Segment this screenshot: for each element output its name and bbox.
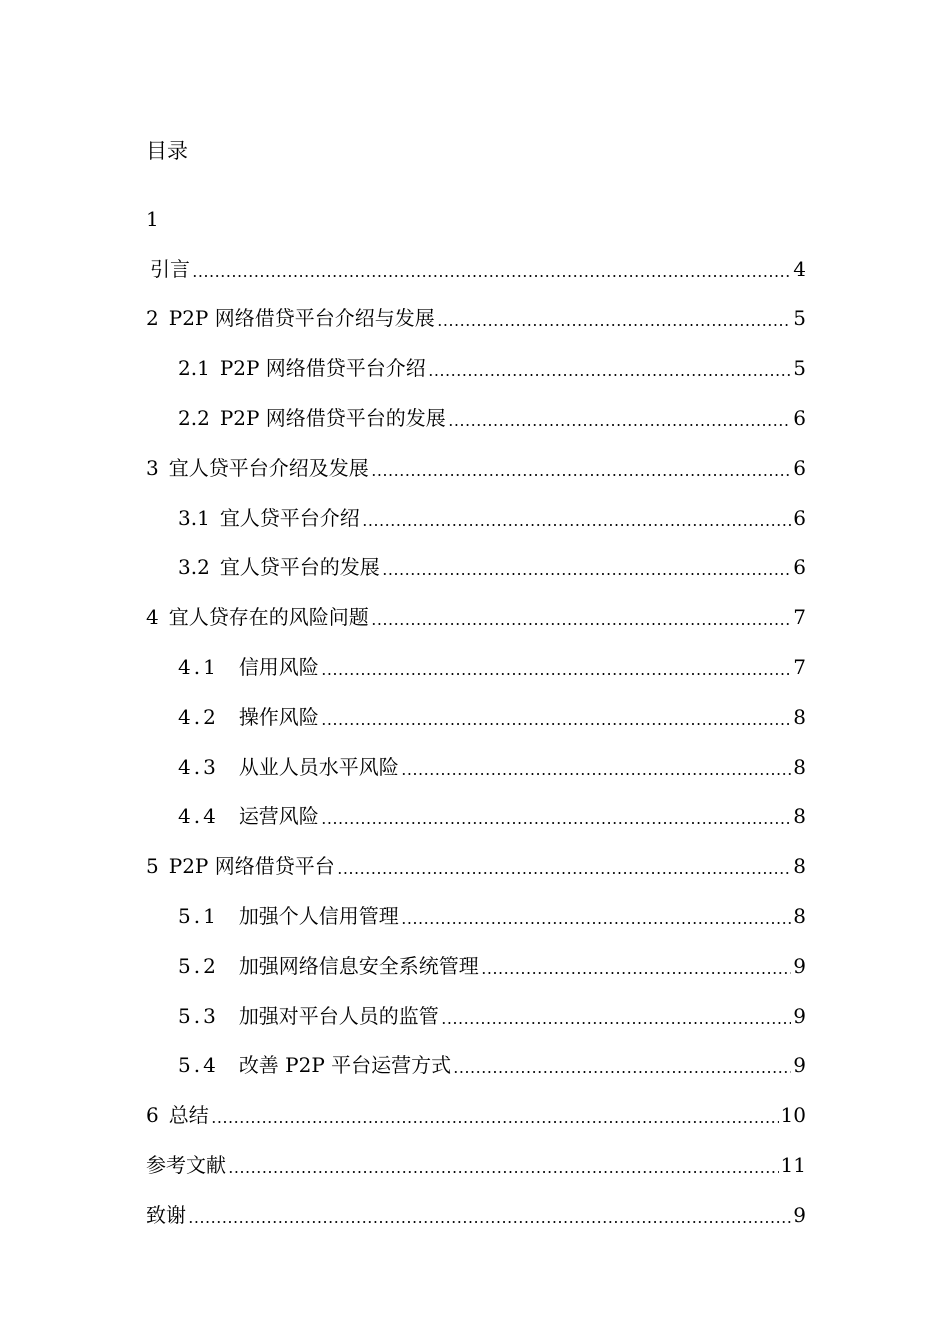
toc-dot-leader bbox=[401, 922, 791, 924]
toc-entry[interactable] bbox=[146, 483, 806, 533]
toc-entry-text: 加强个人信用管理 bbox=[238, 903, 399, 928]
toc-entry-text: 宜人贷平台介绍及发展 bbox=[168, 455, 369, 480]
toc-entry[interactable] bbox=[146, 383, 806, 433]
toc-entry-number: 2.2 bbox=[178, 405, 210, 430]
toc-dot-leader bbox=[371, 623, 792, 625]
toc-entry-text: 致谢 bbox=[146, 1202, 186, 1227]
toc-entry-number: 4.3 bbox=[178, 754, 219, 779]
toc-entry-page-number: 8 bbox=[793, 704, 806, 729]
toc-entry-text: 信用风险 bbox=[238, 654, 319, 679]
toc-entry[interactable] bbox=[146, 981, 806, 1031]
toc-dot-leader bbox=[401, 773, 791, 775]
toc-entry-text: 运营风险 bbox=[238, 804, 319, 829]
toc-dot-leader bbox=[337, 872, 792, 874]
toc-dot-leader bbox=[321, 673, 791, 675]
toc-entry[interactable] bbox=[146, 1180, 806, 1230]
toc-entry-page-number: 5 bbox=[793, 356, 806, 381]
toc-entry[interactable] bbox=[146, 782, 806, 832]
toc-line-number bbox=[146, 184, 806, 234]
toc-entry-number: 4.1 bbox=[178, 654, 219, 679]
toc-title: 目录 bbox=[146, 139, 188, 163]
toc-entry[interactable] bbox=[146, 533, 806, 583]
toc-entry-text: 宜人贷平台的发展 bbox=[219, 555, 380, 580]
toc-entry-number: 5.3 bbox=[178, 1003, 219, 1028]
toc-entry[interactable] bbox=[146, 333, 806, 383]
toc-entry-page-number: 9 bbox=[793, 1202, 806, 1227]
toc-dot-leader bbox=[448, 424, 791, 426]
toc-entry-text: 加强对平台人员的监管 bbox=[238, 1003, 439, 1028]
toc-dot-leader bbox=[211, 1121, 779, 1123]
toc-dot-leader bbox=[321, 723, 791, 725]
toc-dot-leader bbox=[382, 573, 791, 575]
toc-entry-number: 5 bbox=[146, 854, 159, 879]
toc-entry-number: 5.4 bbox=[178, 1053, 219, 1078]
toc-entry-page-number: 7 bbox=[793, 605, 806, 630]
toc-entry-number: 2 bbox=[146, 306, 159, 331]
toc-entry-text: 宜人贷平台介绍 bbox=[219, 505, 360, 530]
toc-entry-page-number: 4 bbox=[793, 256, 806, 281]
toc-entry[interactable] bbox=[146, 831, 806, 881]
toc-entry-text: 从业人员水平风险 bbox=[238, 754, 399, 779]
toc-entry-number: 2.1 bbox=[178, 356, 210, 381]
toc-dot-leader bbox=[228, 1171, 779, 1173]
toc-entry-number: 3.2 bbox=[178, 555, 210, 580]
toc-line-number-text: 1 bbox=[146, 206, 159, 231]
toc-dot-leader bbox=[192, 275, 791, 277]
toc-entry[interactable] bbox=[146, 632, 806, 682]
toc-entry-text: 引言 bbox=[150, 256, 190, 281]
toc-entry[interactable] bbox=[146, 284, 806, 334]
toc-dot-leader bbox=[321, 822, 791, 824]
toc-entry-page-number: 8 bbox=[793, 804, 806, 829]
toc-entry-page-number: 6 bbox=[793, 405, 806, 430]
toc-entry-number: 4.2 bbox=[178, 704, 219, 729]
toc-dot-leader bbox=[441, 1022, 791, 1024]
toc-entry-text: P2P 网络借贷平台 bbox=[168, 854, 335, 879]
toc-entry-text: P2P 网络借贷平台介绍 bbox=[219, 356, 426, 381]
toc-entry-page-number: 6 bbox=[793, 505, 806, 530]
toc-entry-text: P2P 网络借贷平台的发展 bbox=[219, 405, 446, 430]
toc-entry-page-number: 9 bbox=[793, 953, 806, 978]
toc-entry-number: 4 bbox=[146, 605, 159, 630]
toc-entry[interactable] bbox=[146, 931, 806, 981]
toc-dot-leader bbox=[428, 374, 791, 376]
toc-entry-number: 4.4 bbox=[178, 804, 219, 829]
toc-entry-page-number: 9 bbox=[793, 1003, 806, 1028]
toc-entry-text: 宜人贷存在的风险问题 bbox=[168, 605, 369, 630]
toc-entry-page-number: 7 bbox=[793, 654, 806, 679]
toc-entry-page-number: 9 bbox=[793, 1053, 806, 1078]
toc-entry-page-number: 8 bbox=[793, 854, 806, 879]
toc-entry[interactable] bbox=[146, 732, 806, 782]
toc-entry[interactable] bbox=[146, 881, 806, 931]
toc-entry[interactable] bbox=[146, 582, 806, 632]
toc-entry-page-number: 8 bbox=[793, 903, 806, 928]
toc-entry[interactable] bbox=[146, 682, 806, 732]
toc-list bbox=[146, 184, 806, 1230]
toc-entry[interactable] bbox=[146, 1080, 806, 1130]
toc-entry-page-number: 10 bbox=[780, 1103, 806, 1128]
toc-entry-number: 5.1 bbox=[178, 903, 219, 928]
toc-entry-page-number: 8 bbox=[793, 754, 806, 779]
toc-entry[interactable] bbox=[146, 1130, 806, 1180]
toc-dot-leader bbox=[188, 1221, 791, 1223]
toc-entry[interactable] bbox=[146, 1031, 806, 1081]
toc-dot-leader bbox=[371, 474, 792, 476]
toc-dot-leader bbox=[362, 524, 791, 526]
toc-entry-text: 总结 bbox=[168, 1103, 209, 1128]
toc-dot-leader bbox=[481, 972, 791, 974]
toc-entry-text: 加强网络信息安全系统管理 bbox=[238, 953, 479, 978]
toc-entry-number: 3 bbox=[146, 455, 159, 480]
toc-entry-text: P2P 网络借贷平台介绍与发展 bbox=[168, 306, 435, 331]
toc-entry-text: 改善 P2P 平台运营方式 bbox=[238, 1053, 452, 1078]
toc-entry-page-number: 5 bbox=[793, 306, 806, 331]
toc-entry-text: 参考文献 bbox=[146, 1152, 226, 1177]
toc-entry-page-number: 6 bbox=[793, 555, 806, 580]
toc-entry-number: 5.2 bbox=[178, 953, 219, 978]
toc-entry-number: 3.1 bbox=[178, 505, 210, 530]
toc-entry[interactable] bbox=[146, 234, 806, 284]
toc-entry-text: 操作风险 bbox=[238, 704, 319, 729]
toc-entry-page-number: 6 bbox=[793, 455, 806, 480]
toc-entry-number: 6 bbox=[146, 1103, 159, 1128]
toc-entry[interactable] bbox=[146, 433, 806, 483]
toc-dot-leader bbox=[437, 324, 792, 326]
toc-dot-leader bbox=[453, 1071, 791, 1073]
toc-entry-page-number: 11 bbox=[780, 1152, 806, 1177]
